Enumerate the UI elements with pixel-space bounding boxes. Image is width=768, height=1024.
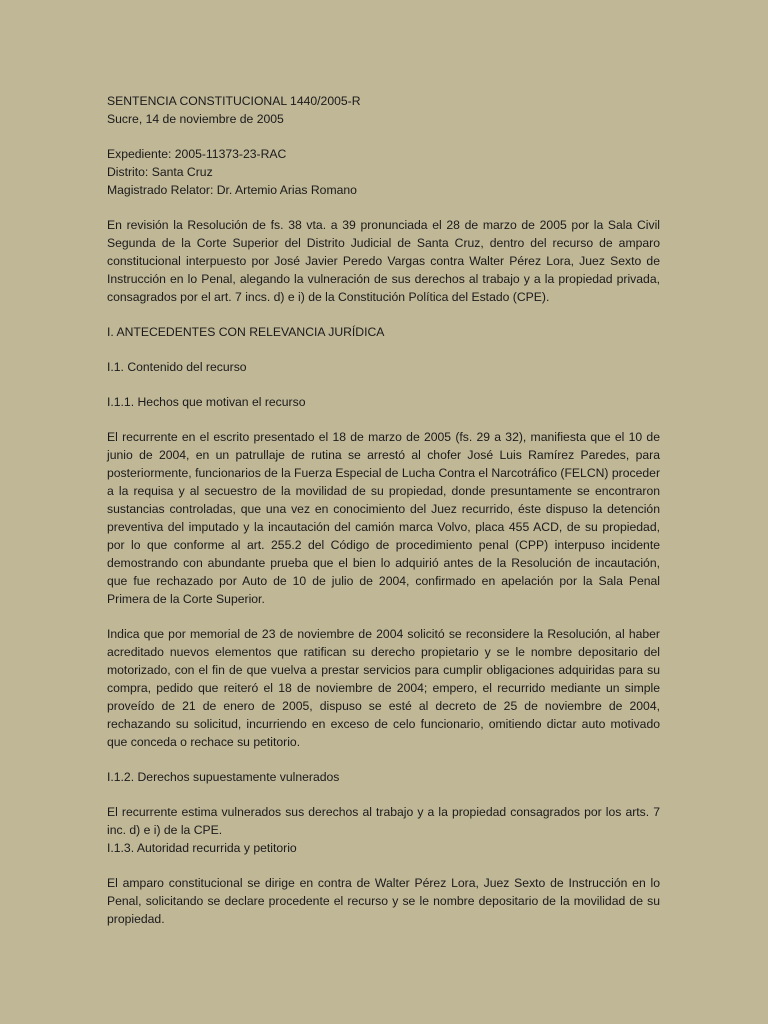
distrito-line: Distrito: Santa Cruz [107,165,213,179]
intro-paragraph: En revisión la Resolución de fs. 38 vta. a 39 pronunciada el 28 de marzo de 2005 por la Sala Civil Segunda de la Corte Superior del Distrito Judicial de Santa Cruz, dentro del recurso de amparo constitucional interpuesto por José Javier Peredo Vargas contra Walter Pérez Lora, Juez Sexto de Instrucción en lo Penal, alegando la vulneración de sus derechos al trabajo y a la propiedad privada, consagrados por el art. 7 incs. d) e i) de la Constitución Política del Estado (CPE). [107,218,660,304]
case-metadata [107,145,660,199]
authority-paragraph: El amparo constitucional se dirige en contra de Walter Pérez Lora, Juez Sexto de Instrucción en lo Penal, solicitando se declare procedente el recurso y se le nombre depositario de la movilidad de su propiedad. [107,876,660,926]
authority-heading: I.1.3. Autoridad recurrida y petitorio [107,841,297,855]
rights-paragraph: El recurrente estima vulnerados sus derechos al trabajo y a la propiedad consagrados por los arts. 7 inc. d) e i) de la CPE. [107,805,660,837]
facts-paragraph-2: Indica que por memorial de 23 de noviembre de 2004 solicitó se reconsidere la Resolución, al haber acreditado nuevos elementos que ratifican su derecho propietario y se le nombre depositario del motorizado, con el fin de que vuelva a prestar servicios para cumplir obligaciones adquiridas para su compra, pedido que reiteró el 18 de noviembre de 2004; empero, el recurrido mediante un simple proveído de 21 de enero de 2005, dispuso se esté al decreto de 25 de noviembre de 2004, rechazando su solicitud, incurriendo en exceso de celo funcionario, omitiendo dictar auto motivado que conceda o rechace su petitorio. [107,627,660,749]
magistrado-line: Magistrado Relator: Dr. Artemio Arias Romano [107,183,357,197]
sentence-title: SENTENCIA CONSTITUCIONAL 1440/2005-R [107,94,361,108]
sentence-date: Sucre, 14 de noviembre de 2005 [107,112,284,126]
facts-paragraph: El recurrente en el escrito presentado el 18 de marzo de 2005 (fs. 29 a 32), manifiesta que el 10 de junio de 2004, en un patrullaje de rutina se arrestó al chofer José Luis Ramírez Paredes, para posteriormente, funcionarios de la Fuerza Especial de Lucha Contra el Narcotráfico (FELCN) proceder a la requisa y al secuestro de la movilidad de su propiedad, donde presuntamente se encontraron sustancias controladas, que una vez en conocimiento del Juez recurrido, éste dispuso la detención preventiva del imputado y la incautación del camión marca Volvo, placa 455 ACD, de su propiedad, por lo que conforme al art. 255.2 del Código de procedimiento penal (CPP) interpuso incidente demostrando con abundante prueba que el bien lo adquirió antes de la Resolución de incautación, que fue rechazado por Auto de 10 de julio de 2004, confirmado en apelación por la Sala Penal Primera de la Corte Superior. [107,430,660,606]
document-header [107,92,660,128]
expediente-line: Expediente: 2005-11373-23-RAC [107,147,287,161]
section-heading: I. ANTECEDENTES CON RELEVANCIA JURÍDICA [107,325,385,339]
rights-heading: I.1.2. Derechos supuestamente vulnerados [107,770,340,784]
subsection-heading: I.1. Contenido del recurso [107,360,247,374]
subsubsection-heading: I.1.1. Hechos que motivan el recurso [107,395,306,409]
